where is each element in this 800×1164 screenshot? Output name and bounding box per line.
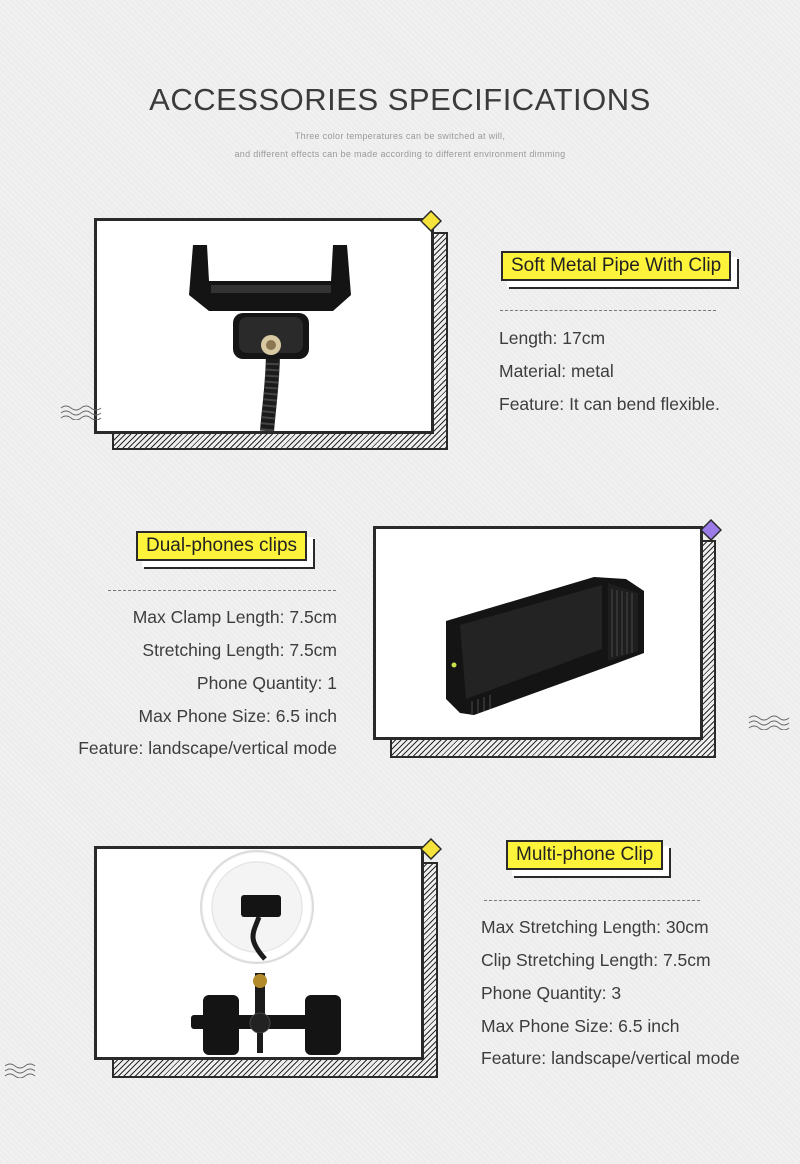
wave-lines-icon [4, 1062, 36, 1078]
spec-phone-quantity: Phone Quantity: 3 [481, 983, 622, 1003]
spec-max-phone-size: Max Phone Size: 6.5 inch [138, 706, 337, 726]
wave-lines-icon [748, 714, 792, 730]
divider [108, 590, 336, 591]
dual-phones-clip-image [376, 529, 700, 737]
spec-stretching-length: Stretching Length: 7.5cm [142, 640, 337, 660]
spec-phone-quantity: Phone Quantity: 1 [196, 673, 337, 693]
page-title: ACCESSORIES SPECIFICATIONS [149, 82, 651, 117]
subtitle-line-2: and different effects can be made according to different environment dimming [234, 149, 566, 159]
spec-max-stretching-length: Max Stretching Length: 30cm [481, 917, 709, 937]
spec-material: Material: metal [499, 361, 614, 381]
divider [500, 310, 716, 311]
spec-clip-stretching-length: Clip Stretching Length: 7.5cm [481, 950, 711, 970]
wave-lines-icon [60, 404, 104, 420]
subtitle-line-1: Three color temperatures can be switched at will, [294, 131, 506, 141]
spec-max-phone-size: Max Phone Size: 6.5 inch [481, 1016, 680, 1036]
corner-diamond-icon [700, 519, 722, 541]
spec-feature: Feature: landscape/vertical mode [481, 1048, 740, 1068]
tag-multi-phone-clip: Multi-phone Clip [506, 840, 663, 870]
product-image-frame [94, 218, 434, 434]
soft-pipe-clip-image [97, 221, 431, 431]
spec-feature: Feature: It can bend flexible. [499, 394, 720, 414]
corner-diamond-icon [420, 210, 442, 232]
spec-length: Length: 17cm [499, 328, 606, 348]
tag-soft-metal-pipe: Soft Metal Pipe With Clip [501, 251, 731, 281]
multi-phone-clip-image [97, 849, 421, 1057]
product-image-frame [373, 526, 703, 740]
corner-diamond-icon [420, 838, 442, 860]
product-image-frame [94, 846, 424, 1060]
divider [484, 900, 700, 901]
tag-dual-phones-clips: Dual-phones clips [136, 531, 307, 561]
spec-feature: Feature: landscape/vertical mode [78, 738, 337, 758]
spec-max-clamp-length: Max Clamp Length: 7.5cm [132, 607, 337, 627]
